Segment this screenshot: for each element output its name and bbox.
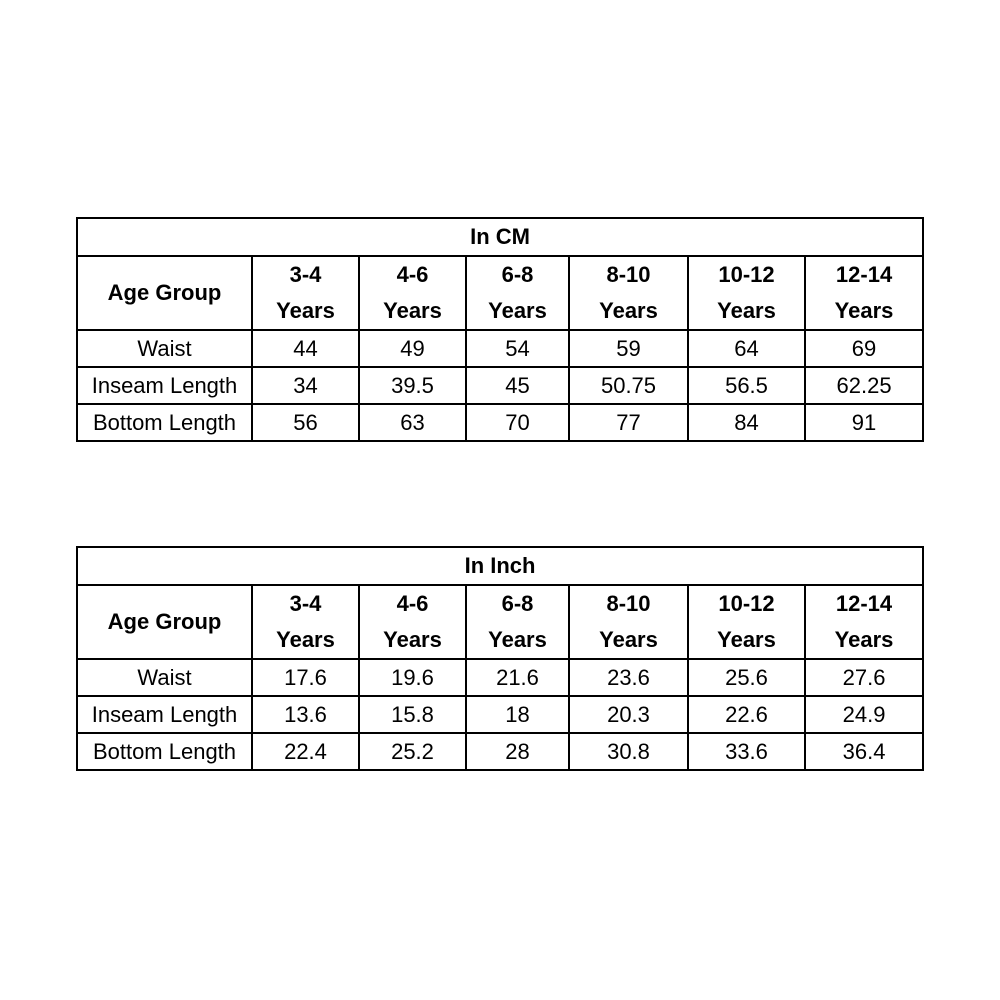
table-cell: 20.3 [569,696,688,733]
table-cell: 56 [252,404,359,441]
age-unit: Years [599,298,658,323]
table-cell: 22.6 [688,696,805,733]
age-range: 4-6 [396,591,429,616]
column-header [252,585,359,659]
table-cell: 27.6 [805,659,923,696]
table-cell: 23.6 [569,659,688,696]
table-cell: 28 [466,733,569,770]
age-range: 6-8 [501,591,534,616]
table-cell: 18 [466,696,569,733]
table-row [77,659,923,696]
table-cell: 24.9 [805,696,923,733]
age-range: 8-10 [606,262,651,287]
row-label: Inseam Length [77,367,252,404]
size-table-inch [76,546,924,771]
column-header [359,585,466,659]
table-cell: 17.6 [252,659,359,696]
age-range: 12-14 [835,591,893,616]
table-title: In CM [77,218,923,256]
table-cell: 36.4 [805,733,923,770]
table-row [77,404,923,441]
table-row [77,367,923,404]
age-unit: Years [717,627,776,652]
table-cell: 54 [466,330,569,367]
column-header [466,256,569,330]
table-cell: 50.75 [569,367,688,404]
age-unit: Years [717,298,776,323]
age-range: 10-12 [718,262,775,287]
age-unit: Years [834,627,894,652]
table-cell: 22.4 [252,733,359,770]
table-cell: 39.5 [359,367,466,404]
age-unit: Years [383,627,442,652]
row-label: Bottom Length [77,733,252,770]
table-cell: 56.5 [688,367,805,404]
table-cell: 77 [569,404,688,441]
age-group-header: Age Group [77,256,252,330]
table-cell: 25.6 [688,659,805,696]
table-cell: 30.8 [569,733,688,770]
column-header [569,256,688,330]
table-cell: 44 [252,330,359,367]
table-cell: 59 [569,330,688,367]
age-range: 8-10 [606,591,651,616]
row-label: Inseam Length [77,696,252,733]
row-label: Waist [77,659,252,696]
column-header [359,256,466,330]
column-header [252,256,359,330]
age-group-header: Age Group [77,585,252,659]
column-header [688,585,805,659]
age-range: 3-4 [289,262,322,287]
table-cell: 25.2 [359,733,466,770]
row-label: Waist [77,330,252,367]
row-label: Bottom Length [77,404,252,441]
column-header [688,256,805,330]
table-cell: 84 [688,404,805,441]
table-cell: 62.25 [805,367,923,404]
age-range: 3-4 [289,591,322,616]
table-cell: 34 [252,367,359,404]
column-header [805,585,923,659]
table-cell: 91 [805,404,923,441]
table-row [77,330,923,367]
column-header [569,585,688,659]
table-cell: 63 [359,404,466,441]
table-cell: 21.6 [466,659,569,696]
age-unit: Years [383,298,442,323]
table-cell: 49 [359,330,466,367]
age-unit: Years [488,627,547,652]
table-cell: 19.6 [359,659,466,696]
table-row [77,733,923,770]
age-range: 10-12 [718,591,775,616]
table-row [77,696,923,733]
age-unit: Years [276,298,335,323]
age-unit: Years [599,627,658,652]
table-cell: 45 [466,367,569,404]
age-range: 6-8 [501,262,534,287]
age-range: 4-6 [396,262,429,287]
table-cell: 15.8 [359,696,466,733]
table-cell: 13.6 [252,696,359,733]
size-table-cm [76,217,924,442]
column-header [805,256,923,330]
table-cell: 33.6 [688,733,805,770]
age-range: 12-14 [835,262,893,287]
table-cell: 69 [805,330,923,367]
age-unit: Years [488,298,547,323]
table-cell: 70 [466,404,569,441]
table-cell: 64 [688,330,805,367]
table-title: In Inch [77,547,923,585]
age-unit: Years [276,627,335,652]
column-header [466,585,569,659]
age-unit: Years [834,298,894,323]
